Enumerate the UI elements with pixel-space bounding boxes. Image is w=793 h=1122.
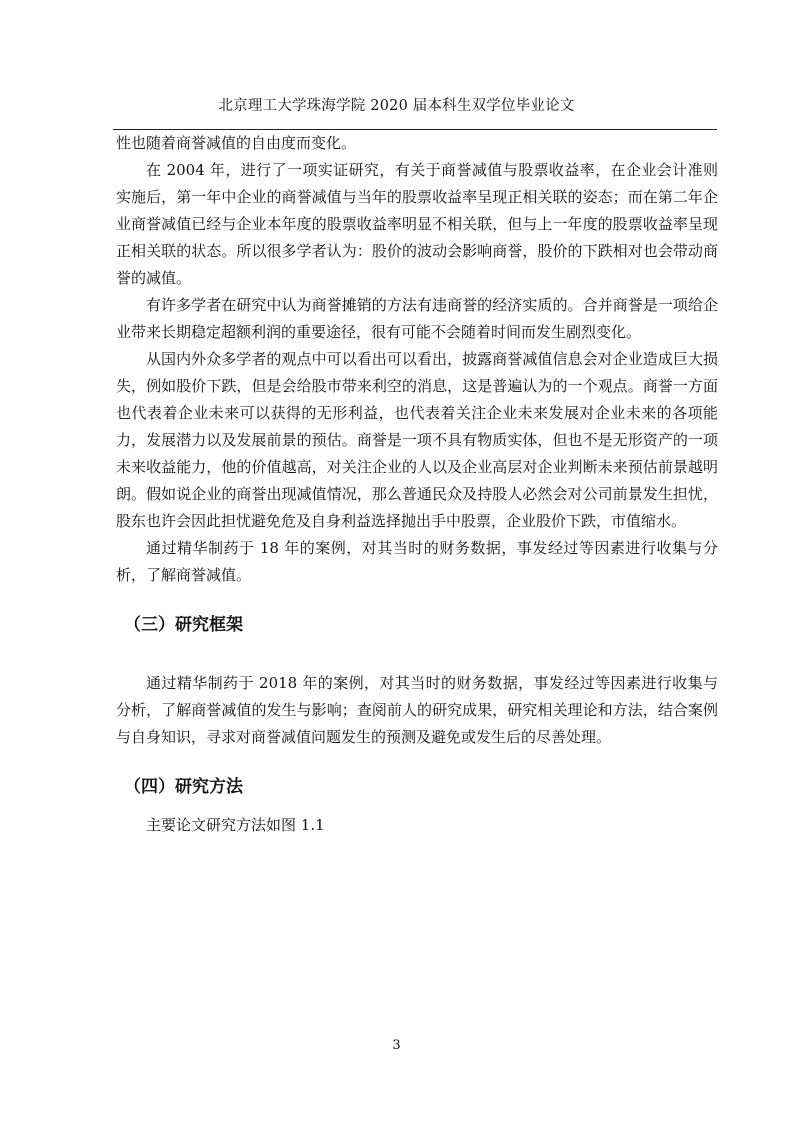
section-heading-framework: （三）研究框架	[124, 615, 243, 635]
paragraph: 在 2004 年，进行了一项实证研究，有关于商誉减值与股票收益率，在企业会计准则实施后，第一年中企业的商誉减值与当年的股票收益率呈现正相关联的姿态；而在第二年企业商誉减值已经与企业本年度的股票收益率明显不相关联，但与上一年度的股票收益率呈现正相关联的状态。所以很多学者认为：股价的波动会影响商誉，股价的下跌相对也会带动商誉的减值。	[116, 161, 718, 287]
paragraph: 通过精华制药于 2018 年的案例，对其当时的财务数据，事发经过等因素进行收集与分析，了解商誉减值的发生与影响；查阅前人的研究成果，研究相关理论和方法，结合案例与自身知识，寻求对商誉减值问题发生的预测及避免或发生后的尽善处理。	[116, 674, 718, 746]
page-header: 北京理工大学珠海学院 2020 届本科生双学位毕业论文	[218, 98, 575, 114]
paragraph: 通过精华制药于 18 年的案例，对其当时的财务数据，事发经过等因素进行收集与分析，了解商誉减值。	[116, 539, 718, 584]
section-heading-method: （四）研究方法	[124, 777, 243, 797]
paragraph: 从国内外众多学者的观点中可以看出可以看出，披露商誉减值信息会对企业造成巨大损失，例如股价下跌，但是会给股市带来利空的消息，这是普遍认为的一个观点。商誉一方面也代表着企业未来可以获得的无形利益，也代表着关注企业未来发展对企业未来的各项能力，发展潜力以及发展前景的预估。商誉是一项不具有物质实体，但也不是无形资产的一项未来收益能力，他的价值越高，对关注企业的人以及企业高层对企业判断未来预估前景越明朗。假如说企业的商誉出现减值情况，那么普通民众及持股人必然会对公司前景发生担忧，股东也许会因此担忧避免危及自身利益选择抛出手中股票，企业股价下跌，市值缩水。	[116, 350, 718, 530]
paragraph: 主要论文研究方法如图 1.1	[146, 816, 325, 834]
paragraph: 性也随着商誉减值的自由度而变化。	[116, 134, 357, 152]
page-number: 3	[392, 1038, 401, 1053]
page-body	[116, 130, 718, 839]
paragraph: 有许多学者在研究中认为商誉摊销的方法有违商誉的经济实质的。合并商誉是一项给企业带来长期稳定超额利润的重要途径，很有可能不会随着时间而发生剧烈变化。	[116, 296, 718, 341]
